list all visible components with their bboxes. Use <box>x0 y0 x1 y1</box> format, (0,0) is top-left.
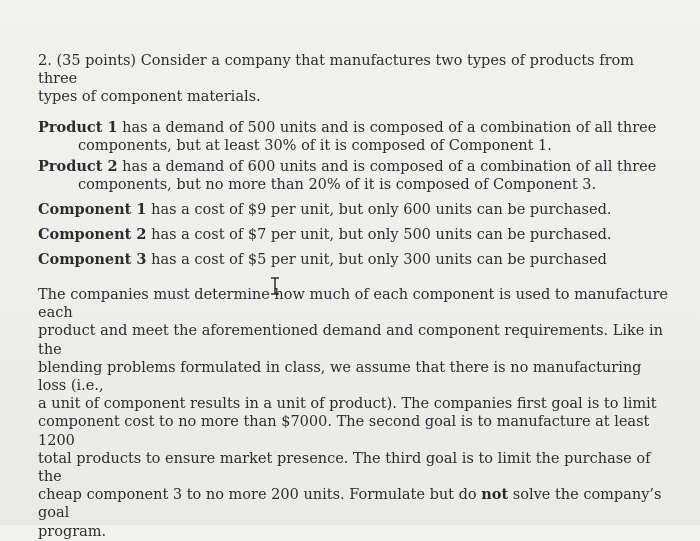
component-2-text: has a cost of $7 per unit, but only 500 units can be purchased. <box>146 227 612 243</box>
product-2-text: has a demand of 600 units and is composed of a combination of all three <box>117 159 657 175</box>
component-1-definition <box>38 201 668 219</box>
body-line-7: cheap component 3 to no more 200 units. Formulate but do <box>38 487 482 504</box>
product-2-definition <box>38 158 668 194</box>
problem-body-paragraph <box>38 286 668 541</box>
product-2-text-cont: components, but no more than 20% of it is composed of Component 3. <box>78 177 597 193</box>
body-line-5: component cost to no more than $7000. The second goal is to manufacture at least 1200 <box>38 414 650 449</box>
component-3-definition <box>38 251 668 269</box>
product-1-label: Product 1 <box>38 119 118 136</box>
product-1-text-cont: components, but at least 30% of it is composed of Component 1. <box>78 138 552 154</box>
body-line-7-end: solve the company’s goal <box>38 487 662 522</box>
problem-points: (35 points) <box>56 53 137 69</box>
body-line-6: total products to ensure market presence. The third goal is to limit the purchase of the <box>38 450 651 486</box>
component-3-label: Component 3 <box>38 251 147 268</box>
product-1-text: has a demand of 500 units and is composed of a combination of all three <box>117 120 657 136</box>
body-emphasis-not: not <box>481 486 509 504</box>
problem-intro-cont: types of component materials. <box>38 89 261 105</box>
problem-number: 2. <box>38 53 52 69</box>
product-2-label: Product 2 <box>38 158 118 175</box>
body-line-4: a unit of component results in a unit of product). The companies first goal is to limit <box>38 396 657 413</box>
component-1-label: Component 1 <box>38 201 147 218</box>
problem-intro: Consider a company that manufactures two types of products from three <box>38 53 635 87</box>
component-1-text: has a cost of $9 per unit, but only 600 units can be purchased. <box>146 202 612 218</box>
component-2-label: Component 2 <box>38 226 147 243</box>
product-1-definition <box>38 119 668 155</box>
body-line-2: product and meet the aforementioned demand and component requirements. Like in the <box>38 323 663 358</box>
body-line-1: The companies must determine how much of each component is used to manufacture each <box>38 287 668 322</box>
problem-document <box>38 52 668 541</box>
component-3-text: has a cost of $5 per unit, but only 300 units can be purchased <box>146 252 607 268</box>
body-line-3: blending problems formulated in class, we assume that there is no manufacturing loss (i.e., <box>38 359 642 395</box>
body-line-8: program. <box>38 523 107 540</box>
component-2-definition <box>38 226 668 244</box>
problem-header <box>38 52 668 106</box>
